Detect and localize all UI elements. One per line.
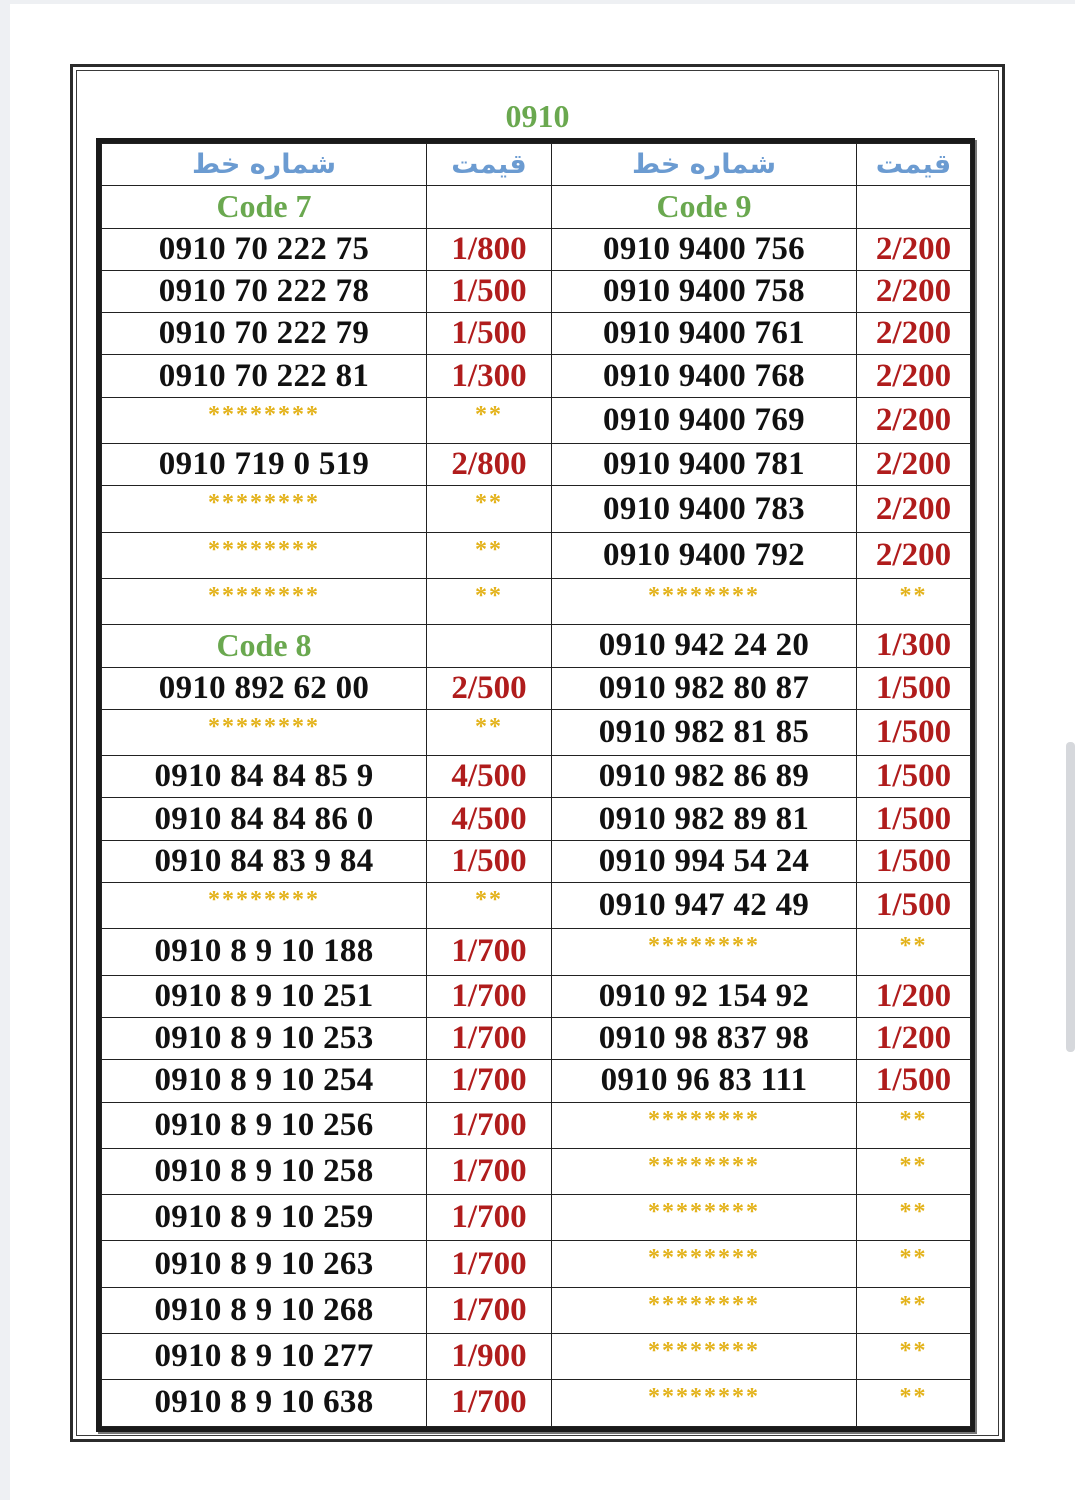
price-right: 1/500	[857, 709, 971, 755]
price-right: 1/500	[857, 756, 971, 798]
table-row	[102, 1102, 971, 1148]
masked-placeholder: ********	[102, 883, 427, 929]
table-row	[102, 355, 971, 397]
masked-placeholder: **	[857, 1148, 971, 1194]
table-row	[102, 756, 971, 798]
table-body	[102, 144, 971, 1427]
table-row	[102, 709, 971, 755]
masked-placeholder: **	[427, 709, 552, 755]
masked-placeholder: ********	[552, 578, 857, 624]
masked-placeholder: **	[857, 1287, 971, 1333]
price-left: 1/700	[427, 1017, 552, 1059]
masked-placeholder: ********	[552, 1102, 857, 1148]
price-left: 1/700	[427, 1102, 552, 1148]
masked-placeholder: ********	[102, 709, 427, 755]
table-row	[102, 186, 971, 228]
price-right: 2/200	[857, 313, 971, 355]
masked-placeholder: ********	[552, 1241, 857, 1287]
price-left: 1/700	[427, 1148, 552, 1194]
price-right: 2/200	[857, 532, 971, 578]
line-number-left: 0910 8 9 10 258	[102, 1148, 427, 1194]
masked-placeholder: ********	[552, 1334, 857, 1380]
line-number-right: 0910 9400 756	[552, 228, 857, 270]
price-left: 1/700	[427, 1060, 552, 1102]
line-number-right: 0910 942 24 20	[552, 625, 857, 667]
masked-placeholder: **	[857, 1195, 971, 1241]
price-left: 4/500	[427, 756, 552, 798]
table-row	[102, 578, 971, 624]
price-left	[427, 186, 552, 228]
price-right: 2/200	[857, 228, 971, 270]
line-number-right: 0910 9400 769	[552, 397, 857, 443]
price-right: 2/200	[857, 397, 971, 443]
line-number-left: 0910 84 84 86 0	[102, 798, 427, 840]
price-right: 1/200	[857, 975, 971, 1017]
line-number-right: 0910 92 154 92	[552, 975, 857, 1017]
line-number-left: 0910 70 222 79	[102, 313, 427, 355]
price-right: 2/200	[857, 270, 971, 312]
line-number-right: 0910 982 89 81	[552, 798, 857, 840]
price-left: 1/500	[427, 270, 552, 312]
table-row	[102, 1287, 971, 1333]
masked-placeholder: ********	[102, 578, 427, 624]
price-left: 1/900	[427, 1334, 552, 1380]
header-row	[102, 144, 971, 186]
masked-placeholder: ********	[552, 1287, 857, 1333]
price-left: 2/800	[427, 444, 552, 486]
price-left: 1/300	[427, 355, 552, 397]
price-right: 2/200	[857, 486, 971, 532]
line-number-right: 0910 98 837 98	[552, 1017, 857, 1059]
line-number-right: 0910 947 42 49	[552, 883, 857, 929]
table-row	[102, 1017, 971, 1059]
line-number-left: 0910 8 9 10 254	[102, 1060, 427, 1102]
line-number-right: 0910 9400 768	[552, 355, 857, 397]
price-right: 1/500	[857, 840, 971, 882]
line-number-left: 0910 70 222 75	[102, 228, 427, 270]
code-label: Code 8	[102, 625, 427, 667]
price-right: 1/300	[857, 625, 971, 667]
page-left-edge	[0, 0, 10, 1500]
price-left: 2/500	[427, 667, 552, 709]
line-number-right: 0910 9400 761	[552, 313, 857, 355]
header-number-right: شماره خط	[552, 144, 857, 186]
price-right: 1/500	[857, 798, 971, 840]
price-left: 1/700	[427, 1380, 552, 1426]
price-left: 1/700	[427, 1195, 552, 1241]
table-row	[102, 313, 971, 355]
scrollbar-thumb[interactable]	[1066, 742, 1075, 1052]
line-number-left: 0910 84 83 9 84	[102, 840, 427, 882]
line-number-right: 0910 9400 792	[552, 532, 857, 578]
price-right	[857, 186, 971, 228]
price-left: 1/500	[427, 313, 552, 355]
line-number-right: 0910 9400 781	[552, 444, 857, 486]
line-number-left: 0910 719 0 519	[102, 444, 427, 486]
masked-placeholder: **	[427, 486, 552, 532]
masked-placeholder: ********	[552, 1380, 857, 1426]
line-number-right: 0910 9400 758	[552, 270, 857, 312]
table-row	[102, 1380, 971, 1426]
table-row	[102, 798, 971, 840]
line-number-left: 0910 8 9 10 188	[102, 929, 427, 975]
price-left: 1/700	[427, 1287, 552, 1333]
price-left: 1/700	[427, 1241, 552, 1287]
table-row	[102, 929, 971, 975]
table-row	[102, 1195, 971, 1241]
line-number-left: 0910 84 84 85 9	[102, 756, 427, 798]
masked-placeholder: **	[427, 397, 552, 443]
line-number-right: 0910 9400 783	[552, 486, 857, 532]
table-row	[102, 1060, 971, 1102]
line-number-left: 0910 70 222 81	[102, 355, 427, 397]
masked-placeholder: **	[427, 578, 552, 624]
table-row	[102, 883, 971, 929]
line-number-left: 0910 8 9 10 638	[102, 1380, 427, 1426]
line-number-left: 0910 892 62 00	[102, 667, 427, 709]
line-number-left: 0910 70 222 78	[102, 270, 427, 312]
price-left: 1/700	[427, 975, 552, 1017]
table-row	[102, 228, 971, 270]
price-left: 1/500	[427, 840, 552, 882]
header-price-right: قیمت	[857, 144, 971, 186]
masked-placeholder: **	[857, 1380, 971, 1426]
table-row	[102, 840, 971, 882]
line-number-left: 0910 8 9 10 259	[102, 1195, 427, 1241]
line-number-right: 0910 994 54 24	[552, 840, 857, 882]
masked-placeholder: **	[427, 532, 552, 578]
page-title: 0910	[505, 98, 570, 134]
masked-placeholder: ********	[552, 929, 857, 975]
table-row	[102, 532, 971, 578]
price-right: 2/200	[857, 355, 971, 397]
masked-placeholder: **	[857, 1241, 971, 1287]
price-right: 1/500	[857, 883, 971, 929]
line-number-right: 0910 96 83 111	[552, 1060, 857, 1102]
line-number-left: 0910 8 9 10 253	[102, 1017, 427, 1059]
header-price-left: قیمت	[427, 144, 552, 186]
code-label: Code 7	[102, 186, 427, 228]
price-right: 1/500	[857, 667, 971, 709]
masked-placeholder: **	[427, 883, 552, 929]
price-list-table	[96, 138, 975, 1432]
line-number-right: 0910 982 81 85	[552, 709, 857, 755]
price-left: 4/500	[427, 798, 552, 840]
table-row	[102, 270, 971, 312]
price-left	[427, 625, 552, 667]
masked-placeholder: **	[857, 578, 971, 624]
masked-placeholder: ********	[552, 1148, 857, 1194]
masked-placeholder: ********	[102, 486, 427, 532]
line-number-right: 0910 982 86 89	[552, 756, 857, 798]
table-row	[102, 1334, 971, 1380]
table-row	[102, 1148, 971, 1194]
table-row	[102, 667, 971, 709]
line-number-left: 0910 8 9 10 251	[102, 975, 427, 1017]
price-left: 1/700	[427, 929, 552, 975]
header-number-left: شماره خط	[102, 144, 427, 186]
price-left: 1/800	[427, 228, 552, 270]
table-row	[102, 975, 971, 1017]
masked-placeholder: **	[857, 929, 971, 975]
price-right: 1/200	[857, 1017, 971, 1059]
line-number-left: 0910 8 9 10 277	[102, 1334, 427, 1380]
masked-placeholder: ********	[102, 397, 427, 443]
line-number-right: 0910 982 80 87	[552, 667, 857, 709]
line-number-left: 0910 8 9 10 263	[102, 1241, 427, 1287]
masked-placeholder: ********	[102, 532, 427, 578]
table-row	[102, 486, 971, 532]
masked-placeholder: **	[857, 1102, 971, 1148]
masked-placeholder: **	[857, 1334, 971, 1380]
table-row	[102, 625, 971, 667]
line-number-left: 0910 8 9 10 256	[102, 1102, 427, 1148]
table-row	[102, 397, 971, 443]
price-right: 2/200	[857, 444, 971, 486]
table-row	[102, 1241, 971, 1287]
page-top-edge	[0, 0, 1075, 4]
table-row	[102, 444, 971, 486]
code-label: Code 9	[552, 186, 857, 228]
masked-placeholder: ********	[552, 1195, 857, 1241]
line-number-left: 0910 8 9 10 268	[102, 1287, 427, 1333]
price-right: 1/500	[857, 1060, 971, 1102]
